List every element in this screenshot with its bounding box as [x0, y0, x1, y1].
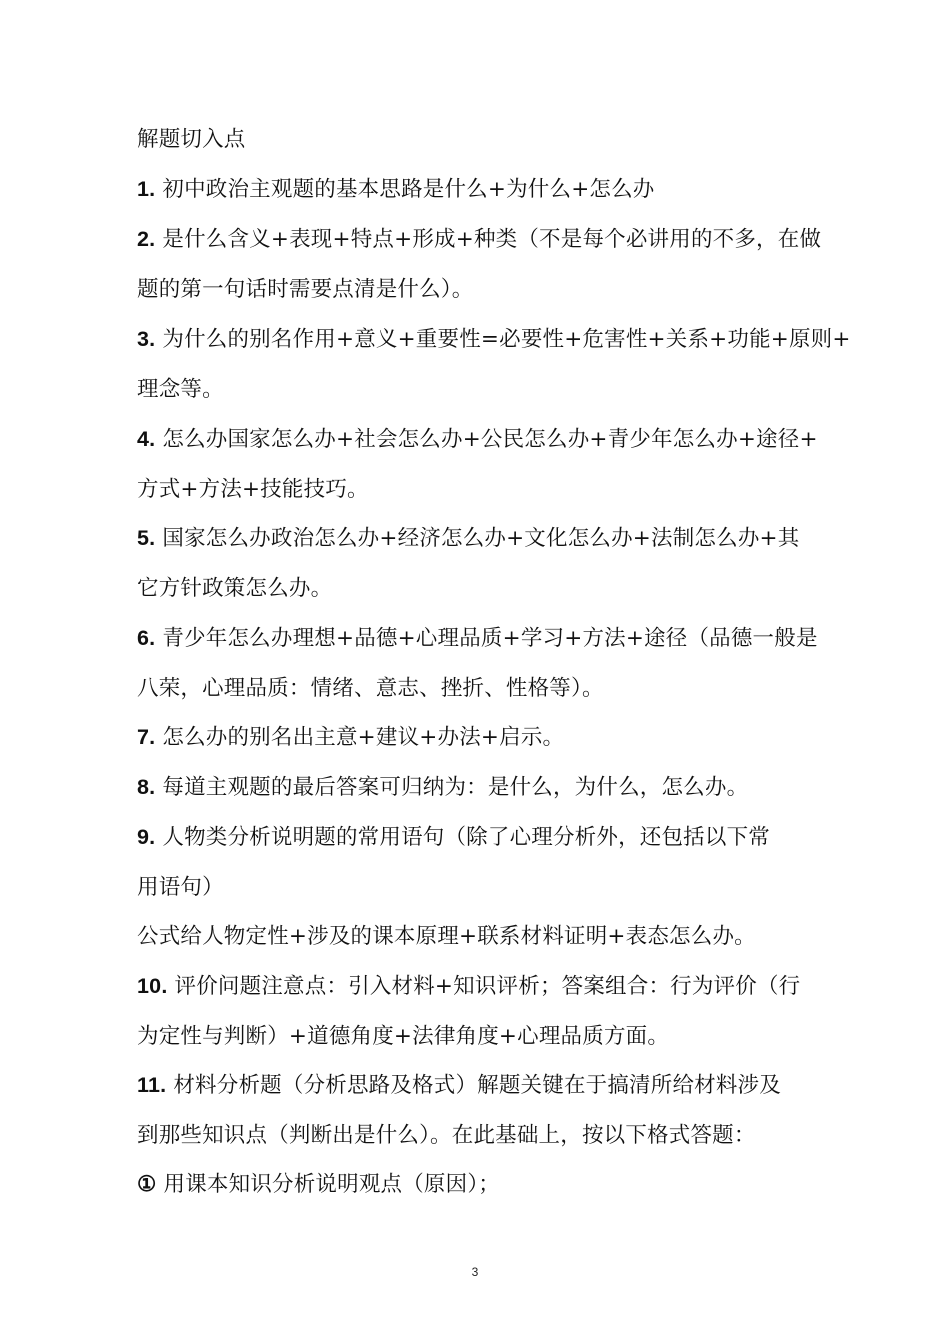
text-line: 题的第一句话时需要点清是什么）。	[137, 277, 474, 302]
text-line: 7. 怎么办的别名出主意+建议+办法+启示。	[137, 725, 565, 750]
text-line: 为定性与判断）+道德角度+法律角度+心理品质方面。	[137, 1024, 670, 1049]
text-line: 公式给人物定性+涉及的课本原理+联系材料证明+表态怎么办。	[137, 924, 756, 949]
text-line: ① 用课本知识分析说明观点（原因）；	[137, 1172, 500, 1197]
page-number: 3	[471, 1265, 479, 1279]
text-line: 8. 每道主观题的最后答案可归纳为：是什么，为什么，怎么办。	[137, 775, 749, 800]
text-line: 方式+方法+技能技巧。	[137, 477, 369, 502]
text-line: 到那些知识点（判断出是什么）。在此基础上，按以下格式答题：	[137, 1123, 756, 1148]
text-line: 9. 人物类分析说明题的常用语句（除了心理分析外，还包括以下常	[137, 825, 770, 850]
text-line: 6. 青少年怎么办理想+品德+心理品质+学习+方法+途径（品德一般是	[137, 626, 818, 651]
text-line: 1. 初中政治主观题的基本思路是什么+为什么+怎么办	[137, 177, 655, 202]
text-line: 3. 为什么的别名作用+意义+重要性=必要性+危害性+关系+功能+原则+	[137, 327, 851, 352]
text-line: 理念等。	[137, 377, 224, 402]
text-line: 八荣，心理品质：情绪、意志、挫折、性格等）。	[137, 676, 604, 701]
text-line: 解题切入点	[137, 127, 246, 152]
text-line: 2. 是什么含义+表现+特点+形成+种类（不是每个必讲用的不多，在做	[137, 227, 822, 252]
text-line: 10. 评价问题注意点：引入材料+知识评析；答案组合：行为评价（行	[137, 974, 801, 999]
text-line: 用语句）	[137, 875, 224, 900]
text-line: 5. 国家怎么办政治怎么办+经济怎么办+文化怎么办+法制怎么办+其	[137, 526, 800, 551]
text-line: 11. 材料分析题（分析思路及格式）解题关键在于搞清所给材料涉及	[137, 1073, 781, 1098]
text-line: 它方针政策怎么办。	[137, 576, 333, 601]
text-line: 4. 怎么办国家怎么办+社会怎么办+公民怎么办+青少年怎么办+途径+	[137, 427, 818, 452]
